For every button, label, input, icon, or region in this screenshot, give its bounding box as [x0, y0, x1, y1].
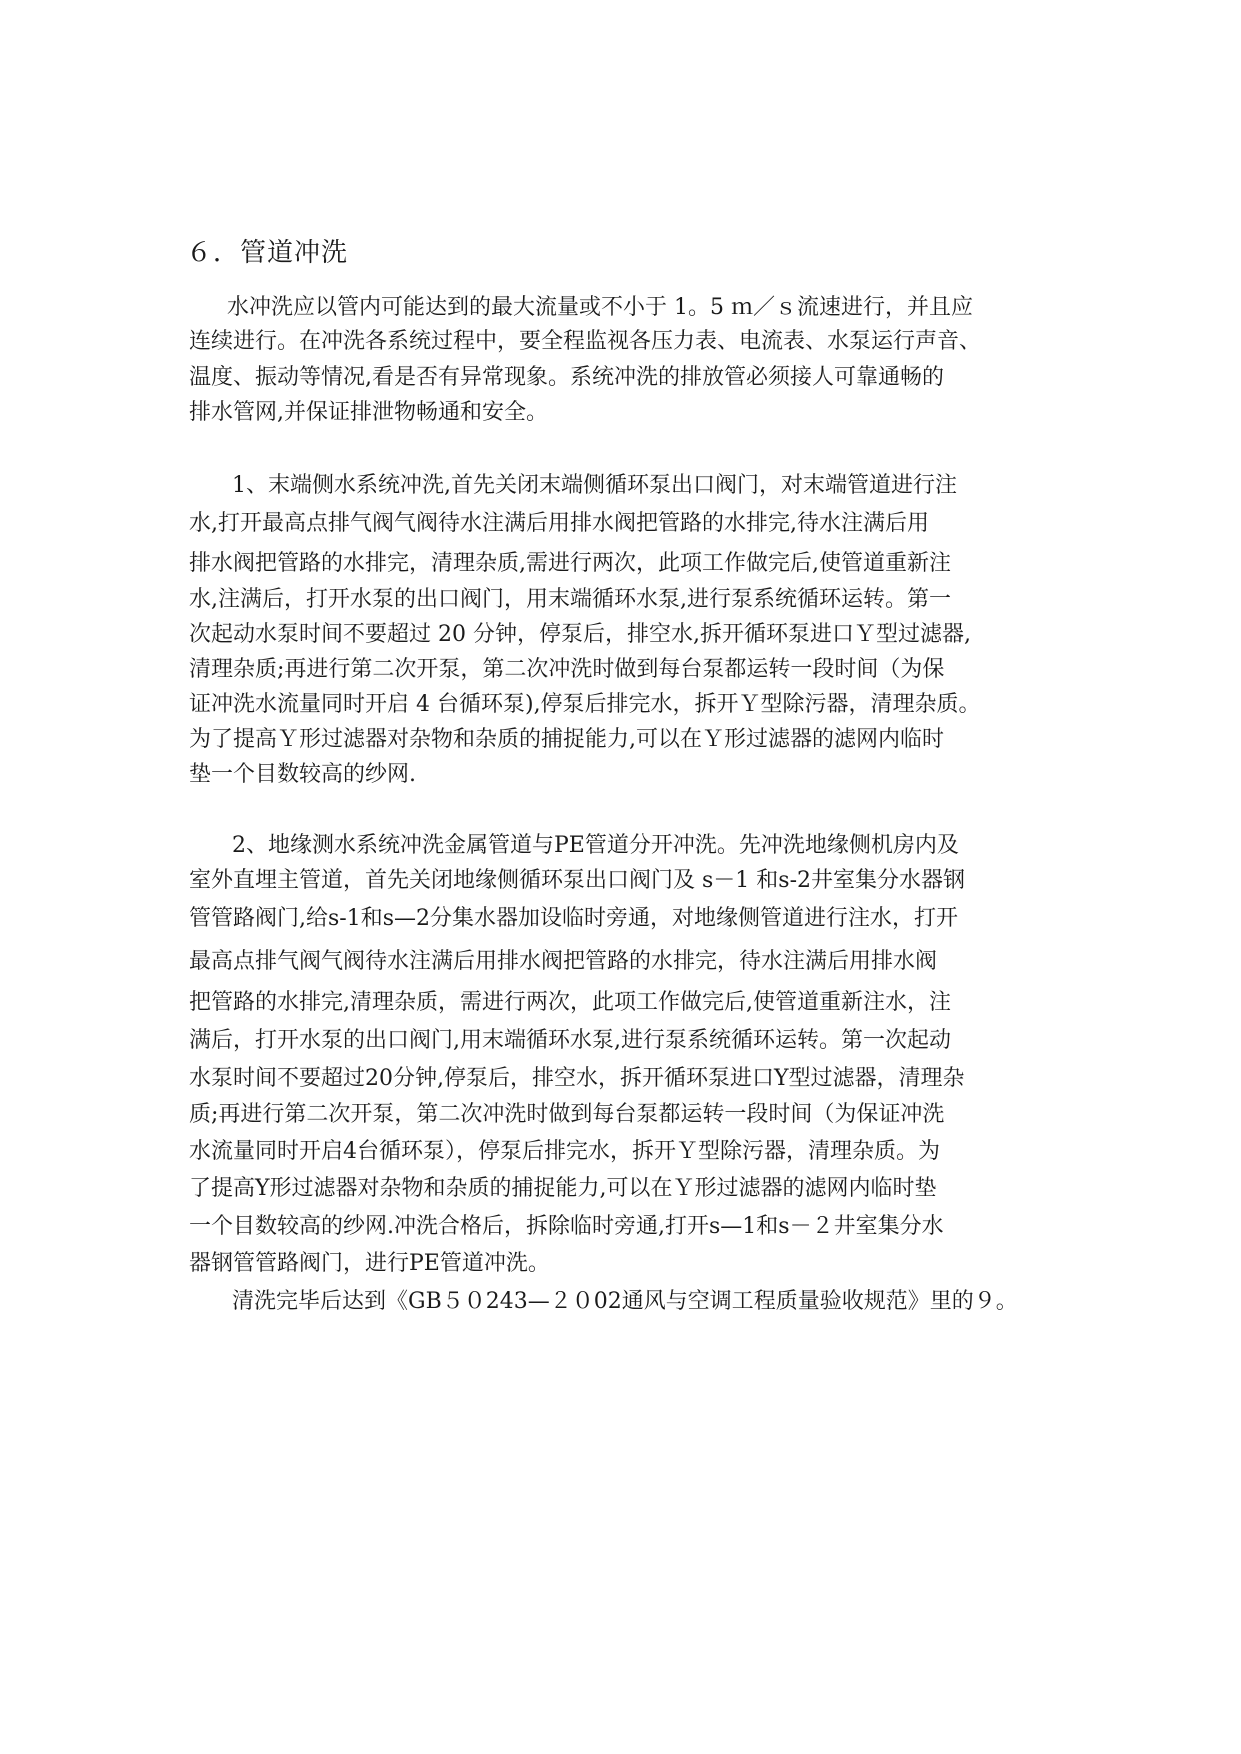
paragraph-2-line-5: 次起动水泵时间不要超过 20 分钟，停泵后，排空水,拆开循环泵进口Ｙ型过滤器, — [189, 622, 971, 647]
paragraph-3-line-11: 一个目数较高的纱网.冲洗合格后，拆除临时旁通,打开s—1和s－２井室集分水 — [189, 1214, 944, 1239]
paragraph-2-line-3: 排水阀把管路的水排完，清理杂质,需进行两次，此项工作做完后,使管道重新注 — [189, 551, 951, 576]
paragraph-2-line-2: 水,打开最高点排气阀气阀待水注满后用排水阀把管路的水排完,待水注满后用 — [189, 511, 929, 536]
paragraph-3-line-4: 最高点排气阀气阀待水注满后用排水阀把管路的水排完，待水注满后用排水阀 — [189, 949, 938, 974]
paragraph-1-line-3: 温度、振动等情况,看是否有异常现象。系统冲洗的排放管必须接人可靠通畅的 — [189, 365, 944, 390]
paragraph-3-line-6: 满后，打开水泵的出口阀门,用末端循环水泵,进行泵系统循环运转。第一次起动 — [189, 1028, 951, 1053]
paragraph-2-line-8: 为了提高Ｙ形过滤器对杂物和杂质的捕捉能力,可以在Ｙ形过滤器的滤网内临时 — [189, 727, 944, 752]
paragraph-3-line-12: 器钢管管路阀门，进行PE管道冲洗。 — [189, 1251, 550, 1276]
paragraph-3-line-3: 管管路阀门,给s-1和s—2分集水器加设临时旁通，对地缘侧管道进行注水，打开 — [189, 906, 959, 931]
paragraph-3-line-5: 把管路的水排完,清理杂质，需进行两次，此项工作做完后,使管道重新注水，注 — [189, 990, 951, 1015]
paragraph-2-line-6: 清理杂质;再进行第二次开泵，第二次冲洗时做到每台泵都运转一段时间（为保 — [189, 657, 945, 682]
paragraph-1-line-2: 连续进行。在冲洗各系统过程中，要全程监视各压力表、电流表、水泵运行声音、 — [189, 329, 982, 354]
paragraph-3-line-9: 水流量同时开启4台循环泵），停泵后排完水，拆开Ｙ型除污器，清理杂质。为 — [189, 1139, 940, 1164]
section-heading: ６．管道冲洗 — [186, 238, 349, 268]
paragraph-3-line-8: 质;再进行第二次开泵，第二次冲洗时做到每台泵都运转一段时间（为保证冲洗 — [189, 1102, 945, 1127]
paragraph-3-line-10: 了提高Y形过滤器对杂物和杂质的捕捉能力,可以在Ｙ形过滤器的滤网内临时垫 — [189, 1176, 937, 1201]
paragraph-1-line-1: 水冲洗应以管内可能达到的最大流量或不小于 1。5 ｍ／ｓ流速进行，并且应 — [227, 295, 973, 320]
paragraph-3-line-1: 2、地缘测水系统冲洗金属管道与PE管道分开冲洗。先冲洗地缘侧机房内及 — [232, 833, 959, 858]
paragraph-2-line-9: 垫一个目数较高的纱网. — [189, 762, 416, 787]
paragraph-4-line-1: 清洗完毕后达到《GB５０243—２０02通风与空调工程质量验收规范》里的９。 — [232, 1289, 1018, 1314]
paragraph-2-line-1: 1、末端侧水系统冲洗,首先关闭末端侧循环泵出口阀门，对末端管道进行注 — [232, 473, 957, 498]
paragraph-2-line-7: 证冲洗水流量同时开启 4 台循环泵),停泵后排完水，拆开Ｙ型除污器，清理杂质。 — [189, 692, 981, 717]
paragraph-2-line-4: 水,注满后，打开水泵的出口阀门，用末端循环水泵,进行泵系统循环运转。第一 — [189, 587, 951, 612]
paragraph-3-line-2: 室外直埋主管道，首先关闭地缘侧循环泵出口阀门及 s－1 和s-2井室集分水器钢 — [189, 868, 965, 893]
paragraph-1-line-4: 排水管网,并保证排泄物畅通和安全。 — [189, 400, 548, 425]
paragraph-3-line-7: 水泵时间不要超过20分钟,停泵后，排空水，拆开循环泵进口Y型过滤器，清理杂 — [189, 1066, 965, 1091]
